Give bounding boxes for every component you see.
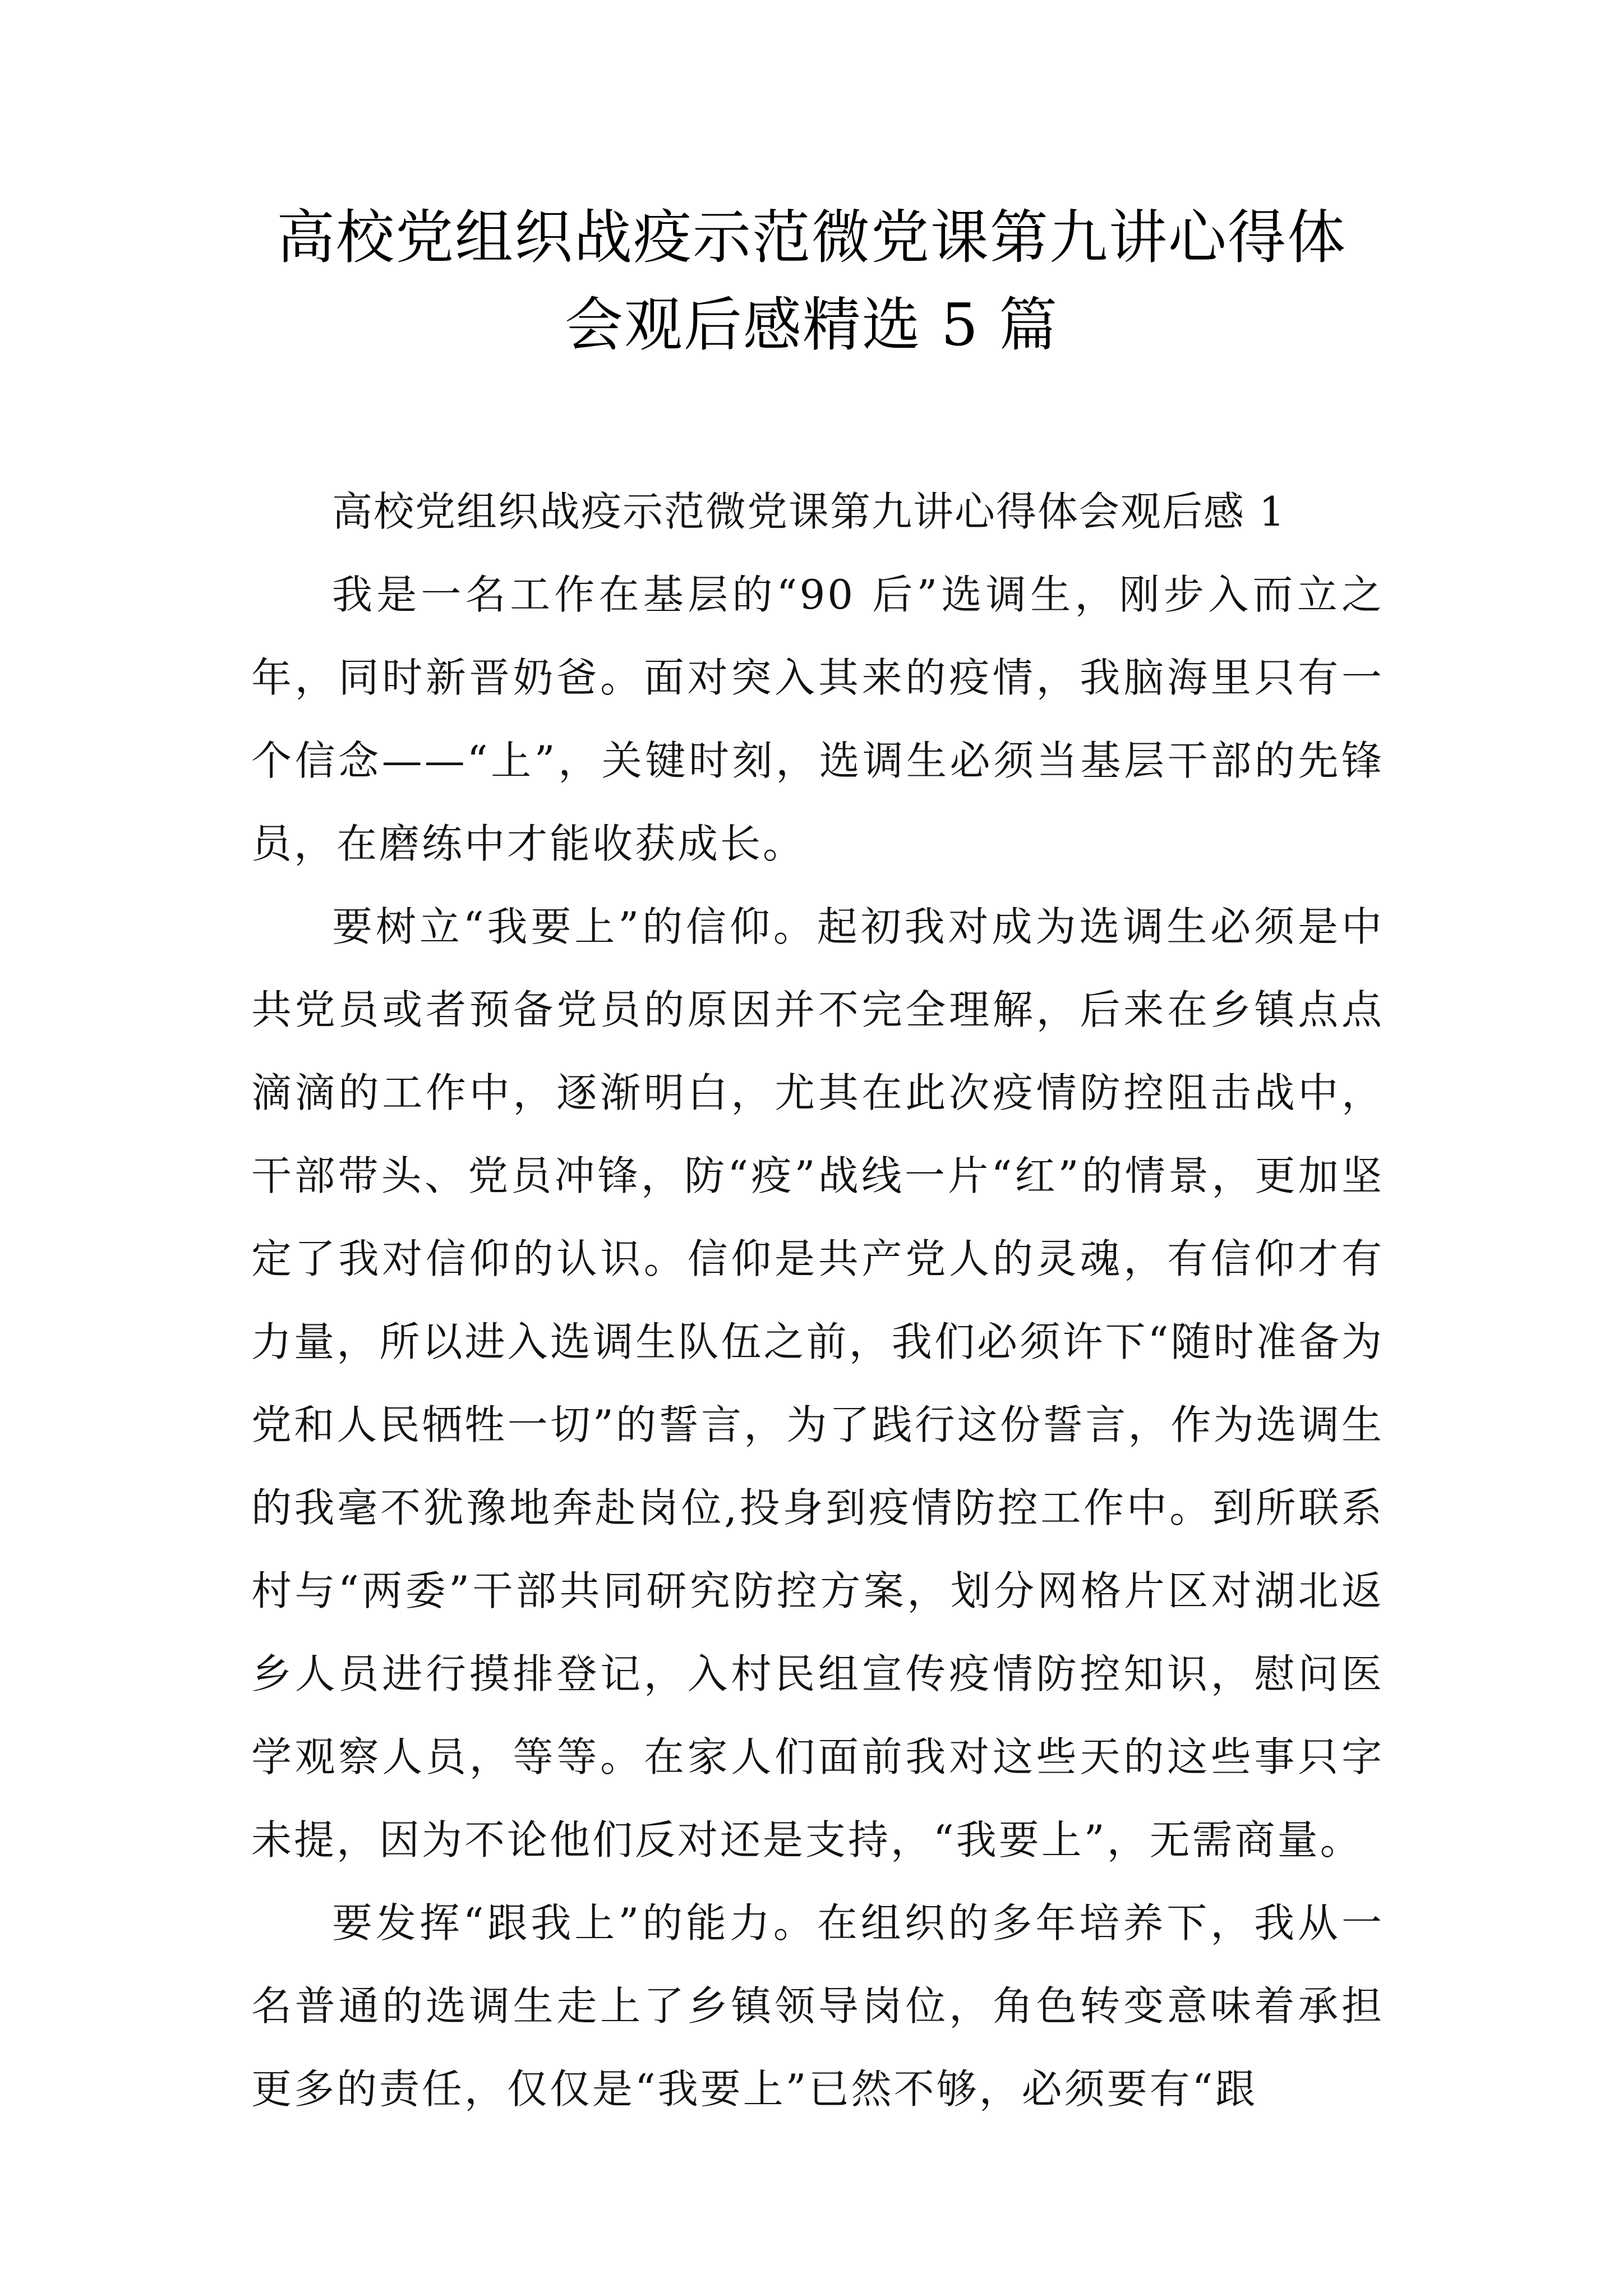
paragraph: 要发挥“跟我上”的能力。在组织的多年培养下，我从一名普通的选调生走上了乡镇领导岗位，角色转变意味着承担更多的责任，仅仅是“我要上”已然不够，必须要有“跟 bbox=[251, 1899, 1384, 2113]
paragraph: 要树立“我要上”的信仰。起初我对成为选调生必须是中共党员或者预备党员的原因并不完全理解，后来在乡镇点点滴滴的工作中，逐渐明白，尤其在此次疫情防控阻击战中，干部带头、党员冲锋，防“疫”战线一片“红”的情景，更加坚定了我对信仰的认识。信仰是共产党人的灵魂，有信仰才有力量，所以进入选调生队伍之前，我们必须许下“随时准备为党和人民牺牲一切”的誓言，为了践行这份誓言，作为选调生的我毫不犹豫地奔赴岗位,投身到疫情防控工作中。到所联系村与“两委”干部共同研究防控方案，划分网格片区对湖北返乡人员进行摸排登记，入村民组宣传疫情防控知识，慰问医学观察人员，等等。在家人们面前我对这些天的这些事只字未提，因为不论他们反对还是支持，“我要上”，无需商量。 bbox=[251, 903, 1384, 1864]
title-line-1: 高校党组织战疫示范微党课第九讲心得体 bbox=[276, 203, 1347, 272]
document-body bbox=[251, 470, 1384, 2131]
section-heading: 高校党组织战疫示范微党课第九讲心得体会观后感 1 bbox=[332, 488, 1286, 535]
title-line-2: 会观后感精选 5 篇 bbox=[564, 291, 1059, 359]
document-title bbox=[213, 194, 1410, 369]
paragraph: 我是一名工作在基层的“90 后”选调生，刚步入而立之年，同时新晋奶爸。面对突入其来的疫情，我脑海里只有一个信念——“上”，关键时刻，选调生必须当基层干部的先锋员，在磨练中才能收获成长。 bbox=[251, 571, 1384, 867]
